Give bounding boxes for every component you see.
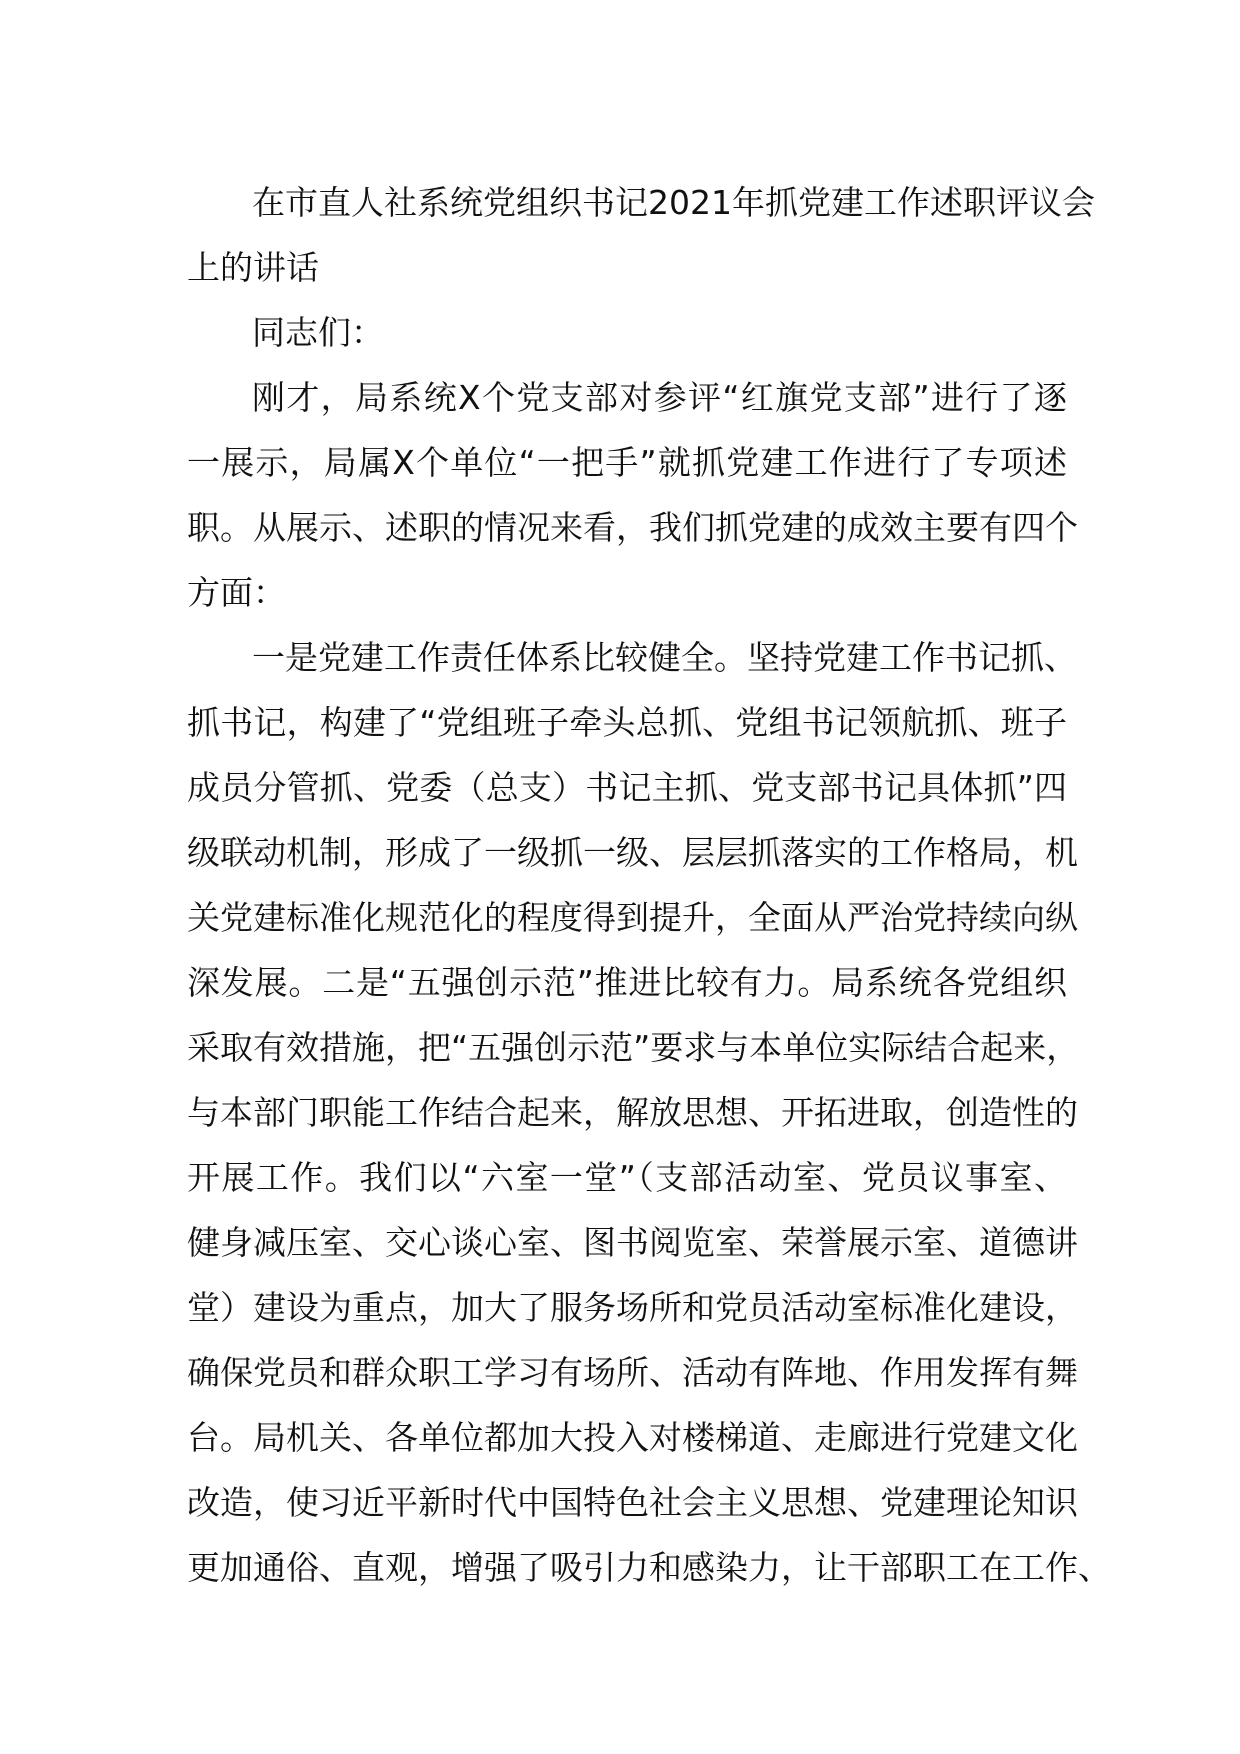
paragraph2-line: 成员分管抓、党委（总支）书记主抓、党支部书记具体抓”四 — [187, 768, 1067, 807]
paragraph2-line: 采取有效措施，把“五强创示范”要求与本单位实际结合起来， — [187, 1028, 1080, 1067]
paragraph2-line: 堂）建设为重点，加大了服务场所和党员活动室标准化建设， — [187, 1288, 1078, 1327]
paragraph2-line: 开展工作。我们以“六室一堂”（支部活动室、党员议事室、 — [187, 1158, 1067, 1197]
paragraph2-line: 关党建标准化规范化的程度得到提升，全面从严治党持续向纵 — [187, 898, 1078, 937]
document-body — [187, 170, 1111, 1600]
salutation: 同志们： — [252, 313, 384, 352]
title-line-2: 上的讲话 — [187, 248, 319, 287]
paragraph2-line: 改造，使习近平新时代中国特色社会主义思想、党建理论知识 — [187, 1483, 1078, 1522]
title-line-1: 在市直人社系统党组织书记2021年抓党建工作述职评议会 — [252, 183, 1095, 222]
paragraph2-line: 台。局机关、各单位都加大投入对楼梯道、走廊进行党建文化 — [187, 1418, 1078, 1457]
paragraph2-line: 更加通俗、直观，增强了吸引力和感染力，让干部职工在工作、 — [187, 1548, 1111, 1587]
paragraph1-line: 刚才，局系统X个党支部对参评“红旗党支部”进行了逐 — [252, 378, 1067, 417]
paragraph2-line: 与本部门职能工作结合起来，解放思想、开拓进取，创造性的 — [187, 1093, 1078, 1132]
paragraph1-line: 一展示，局属X个单位“一把手”就抓党建工作进行了专项述 — [187, 443, 1067, 482]
paragraph2-line: 深发展。二是“五强创示范”推进比较有力。局系统各党组织 — [187, 963, 1067, 1002]
paragraph1-line: 方面： — [187, 573, 286, 612]
paragraph2-line: 一是党建工作责任体系比较健全。坚持党建工作书记抓、 — [252, 638, 1077, 677]
paragraph2-line: 级联动机制，形成了一级抓一级、层层抓落实的工作格局，机 — [187, 833, 1078, 872]
paragraph2-line: 抓书记，构建了“党组班子牵头总抓、党组书记领航抓、班子 — [187, 703, 1067, 742]
paragraph2-line: 健身减压室、交心谈心室、图书阅览室、荣誉展示室、道德讲 — [187, 1223, 1078, 1262]
paragraph2-line: 确保党员和群众职工学习有场所、活动有阵地、作用发挥有舞 — [187, 1353, 1078, 1392]
paragraph1-line: 职。从展示、述职的情况来看，我们抓党建的成效主要有四个 — [187, 508, 1078, 547]
